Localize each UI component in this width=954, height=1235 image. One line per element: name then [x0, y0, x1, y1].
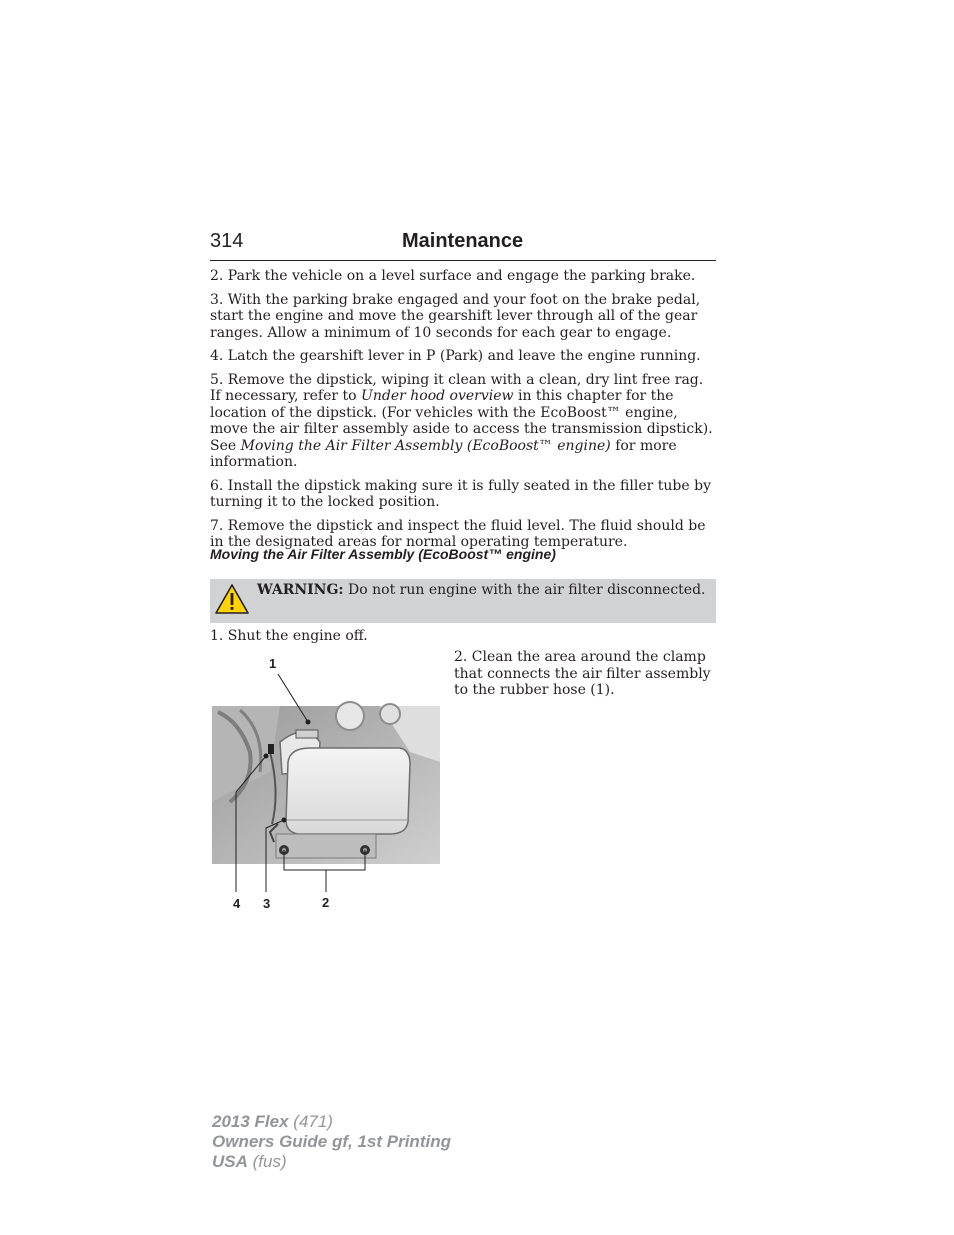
- air-filter-figure: [210, 652, 446, 914]
- step-5-part-b: in this chapter for the location of the dipstick. (For vehicles with the EcoBoost™ engine, move the air filter assembly aside to access the transmission dipstick). See: [210, 388, 713, 454]
- callout-3: 3: [263, 896, 271, 911]
- step-7: 7. Remove the dipstick and inspect the fluid level. The fluid should be in the designated areas for normal operating temperature.: [210, 517, 706, 550]
- footer-model-code: (471): [288, 1112, 333, 1131]
- callout-4: 4: [233, 896, 241, 911]
- footer-model-line: [212, 1112, 512, 1132]
- section-title: Maintenance: [402, 230, 524, 252]
- footer-market-line: [212, 1152, 512, 1172]
- page-header: [210, 230, 716, 261]
- page-footer: [212, 1112, 512, 1172]
- footer-model: 2013 Flex: [212, 1112, 289, 1131]
- air-filter-illustration: [210, 652, 446, 914]
- procedure-text: [210, 268, 716, 558]
- step-5: [210, 372, 716, 471]
- page-number: 314: [210, 230, 244, 252]
- warning-box: [210, 579, 716, 623]
- procedure-step-1: 1. Shut the engine off.: [210, 628, 368, 644]
- under-hood-overview-link[interactable]: Under hood overview: [361, 388, 514, 404]
- step-4: 4. Latch the gearshift lever in P (Park) and leave the engine running.: [210, 348, 701, 364]
- subheading: Moving the Air Filter Assembly (EcoBoost™ engine): [210, 546, 556, 562]
- warning-message: Do not run engine with the air filter disconnected.: [343, 582, 706, 598]
- step-2: 2. Park the vehicle on a level surface and engage the parking brake.: [210, 268, 696, 284]
- callout-1: 1: [269, 656, 277, 671]
- step-5-part-c: for more information.: [210, 437, 677, 470]
- step-5-part-a: 5. Remove the dipstick, wiping it clean with a clean, dry lint free rag. If necessary, refer to: [210, 371, 704, 404]
- step-3: 3. With the parking brake engaged and your foot on the brake pedal, start the engine and move the gearshift lever through all of the gear ranges. Allow a minimum of 10 seconds for each gear to engage.: [210, 291, 701, 341]
- footer-market-code: (fus): [247, 1152, 287, 1171]
- warning-triangle-icon: [214, 583, 250, 615]
- procedure-step-2: 2. Clean the area around the clamp that connects the air filter assembly to the rubber hose (1).: [454, 649, 711, 698]
- warning-text: [257, 581, 707, 599]
- moving-air-filter-link[interactable]: Moving the Air Filter Assembly (EcoBoost™ engine): [240, 437, 611, 454]
- step-6: 6. Install the dipstick making sure it is fully seated in the filler tube by turning it to the locked position.: [210, 477, 711, 510]
- footer-market: USA: [212, 1152, 248, 1171]
- footer-guide: Owners Guide gf, 1st Printing: [212, 1132, 451, 1151]
- warning-label: WARNING:: [257, 582, 344, 598]
- callout-2: 2: [322, 895, 330, 910]
